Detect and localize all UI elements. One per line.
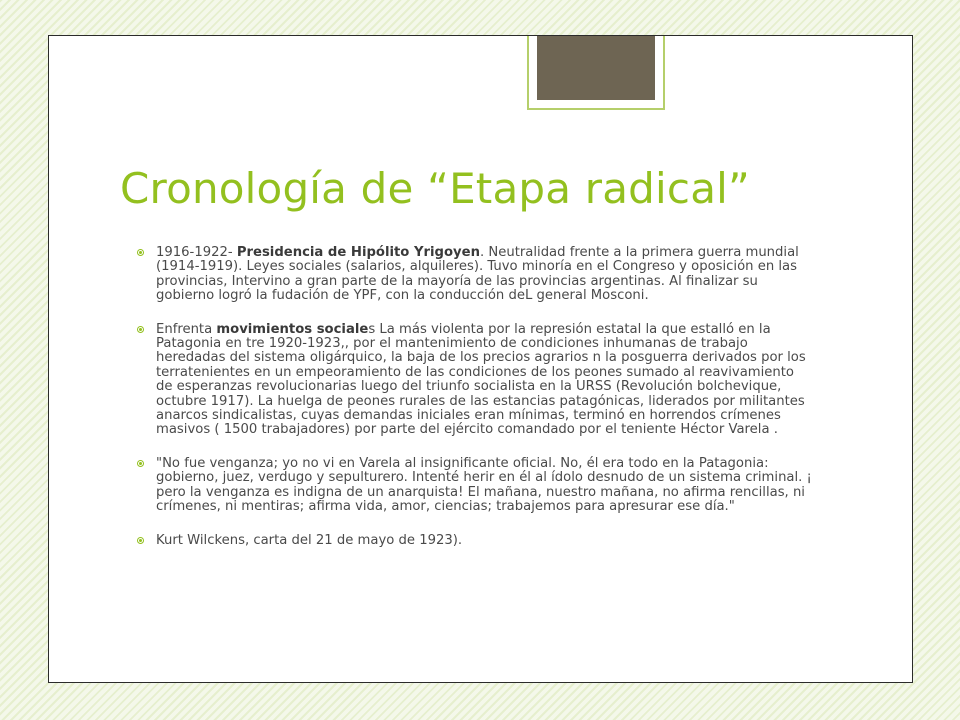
- bullet-item-quote: [136, 457, 812, 515]
- bullet-item-movimientos: [136, 323, 812, 438]
- bullet-item-source: [136, 534, 812, 548]
- bullet-item-yrigoyen: [136, 246, 812, 304]
- circle-bullet-icon: [136, 459, 146, 469]
- bullet-text-bold: Presidencia de Hipólito Yrigoyen: [236, 245, 480, 260]
- circle-bullet-icon: [136, 536, 146, 546]
- circle-bullet-icon: [136, 248, 146, 258]
- bullet-list: [136, 246, 812, 548]
- decorative-block: [537, 36, 655, 100]
- bullet-text: Kurt Wilckens, carta del 21 de mayo de 1923).: [156, 532, 463, 548]
- bullet-text: "No fue venganza; yo no vi en Varela al insignificante oficial. No, él era todo en la Patagonia: gobierno, juez, verdugo y sepulturero. Intenté herir en él al ídolo desnudo de un sistema criminal. ¡ pero la venganza es indigna de un anarquista! El mañana, nuestro mañana, no afirma rencillas, ni crímenes, ni mentiras; afirma vida, amor, ciencias; trabajemos para apresurar ese día.": [156, 455, 812, 515]
- bullet-text-bold: movimientos sociale: [216, 321, 369, 337]
- bullet-text-post: . Neutralidad frente a la primera guerra mundial (1914-1919). Leyes sociales (salarios, alquileres). Tuvo minoría en el Congreso y oposición en las provincias, Intervino a gran parte de la mayoría de las provincias argentinas. Al finalizar su gobierno logró la fudación de YPF, con la conducción deL general Mosconi.: [156, 245, 799, 304]
- slide-title: Cronología de “Etapa radical”: [120, 164, 750, 213]
- bullet-text-pre: Enfrenta: [156, 321, 217, 337]
- bullet-text-post: s La más violenta por la represión estatal la que estalló en la Patagonia en tre 1920-1923,, por el mantenimiento de condiciones inhumanas de trabajo heredadas del sistema oligárquico, la baja de los precios agrarios n la posguerra derivados por los terratenientes en un empeoramiento de las condiciones de los peones sumado al reavivamiento de esperanzas revolucionarias luego del triunfo socialista en la URSS (Revolución bolchevique, octubre 1917). La huelga de peones rurales de las estancias patagónicas, liderados por militantes anarcos sindicalistas, cuyas demandas iniciales eran mínimas, terminó en horrendos crímenes masivos ( 1500 trabajadores) por parte del ejército comandado por el teniente Héctor Varela .: [156, 321, 806, 438]
- circle-bullet-icon: [136, 325, 146, 335]
- bullet-text-pre: 1916-1922-: [156, 245, 237, 260]
